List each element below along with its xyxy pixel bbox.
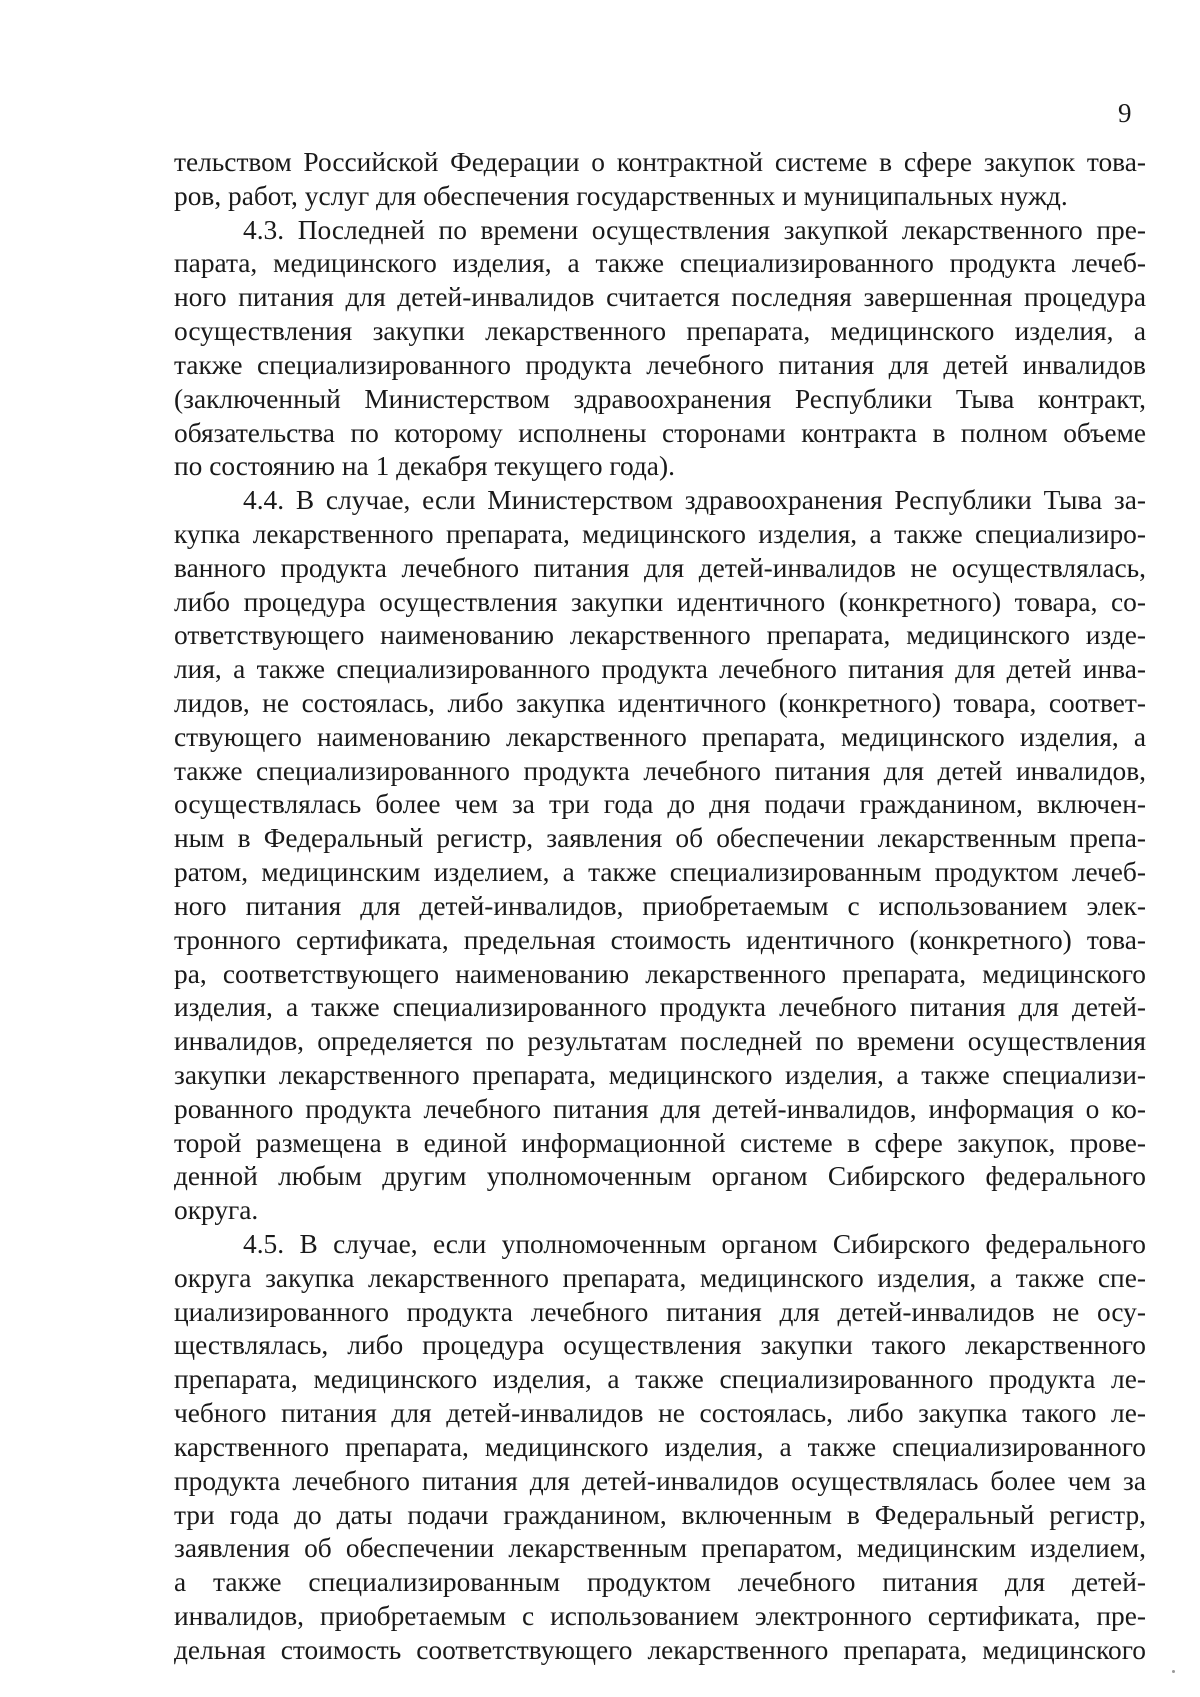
text-line: 4.4. В случае, если Министерством здравоохранения Республики Тыва за- <box>243 485 1146 516</box>
text-line: ров, работ, услуг для обеспечения государственных и муниципальных нужд. <box>174 180 1068 211</box>
text-line: изделия, а также специализированного продукта лечебного питания для детей- <box>174 992 1146 1023</box>
paragraph-4-5 <box>174 1228 1146 1668</box>
text-line: 4.3. Последней по времени осуществления закупкой лекарственного пре- <box>243 214 1146 245</box>
text-line: тельством Российской Федерации о контрактной системе в сфере закупок това- <box>174 147 1146 177</box>
text-line: карственного препарата, медицинского изделия, а также специализированного <box>174 1431 1146 1462</box>
text-line: продукта лечебного питания для детей-инвалидов осуществлялась более чем за <box>174 1465 1146 1496</box>
text-line: лидов, не состоялась, либо закупка идентичного (конкретного) товара, соответ- <box>174 688 1146 718</box>
text-line: торой размещена в единой информационной системе в сфере закупок, прове- <box>174 1127 1146 1158</box>
text-line: препарата, медицинского изделия, а также специализированного продукта ле- <box>174 1364 1146 1395</box>
text-line: дельная стоимость соответствующего лекарственного препарата, медицинского <box>174 1634 1146 1665</box>
text-line: осуществлялась более чем за три года до дня подачи гражданином, включен- <box>174 789 1146 820</box>
text-line: по состоянию на 1 декабря текущего года). <box>174 451 675 482</box>
page-number: 9 <box>1118 98 1132 128</box>
document-body <box>174 146 1146 1668</box>
text-line: также специализированного продукта лечебного питания для детей инвалидов, <box>174 755 1146 786</box>
text-line: рованного продукта лечебного питания для детей-инвалидов, информация о ко- <box>174 1093 1146 1124</box>
text-line: округа. <box>174 1195 259 1226</box>
text-line: ного питания для детей-инвалидов, приобретаемым с использованием элек- <box>174 890 1146 921</box>
text-line: (заключенный Министерством здравоохранения Республики Тыва контракт, <box>174 383 1146 414</box>
text-line: ствующего наименованию лекарственного препарата, медицинского изделия, а <box>174 721 1146 752</box>
text-line: 4.5. В случае, если уполномоченным органом Сибирского федерального <box>243 1229 1146 1259</box>
text-line: ным в Федеральный регистр, заявления об обеспечении лекарственным препа- <box>174 823 1146 854</box>
text-line: три года до даты подачи гражданином, включенным в Федеральный регистр, <box>174 1499 1146 1530</box>
text-line: парата, медицинского изделия, а также специализированного продукта лечеб- <box>174 248 1146 279</box>
text-line: ного питания для детей-инвалидов считается последняя завершенная процедура <box>174 282 1146 313</box>
text-line: ратом, медицинским изделием, а также специализированным продуктом лечеб- <box>174 857 1146 888</box>
text-line: а также специализированным продуктом лечебного питания для детей- <box>174 1567 1146 1598</box>
text-line: ществлялась, либо процедура осуществления закупки такого лекарственного <box>174 1330 1146 1361</box>
text-line: лия, а также специализированного продукта лечебного питания для детей инва- <box>174 654 1146 685</box>
text-line: обязательства по которому исполнены сторонами контракта в полном объеме <box>174 417 1146 448</box>
text-line: ванного продукта лечебного питания для детей-инвалидов не осуществлялась, <box>174 552 1146 583</box>
paragraph-4-4 <box>174 484 1146 1228</box>
paragraph-continuation <box>174 146 1146 214</box>
text-line: осуществления закупки лекарственного препарата, медицинского изделия, а <box>174 316 1146 347</box>
text-line: также специализированного продукта лечебного питания для детей инвалидов <box>174 349 1146 380</box>
text-line: чебного питания для детей-инвалидов не состоялась, либо закупка такого ле- <box>174 1398 1146 1429</box>
text-line: инвалидов, определяется по результатам последней по времени осуществления <box>174 1026 1146 1057</box>
text-line: округа закупка лекарственного препарата, медицинского изделия, а также спе- <box>174 1262 1146 1293</box>
text-line: либо процедура осуществления закупки идентичного (конкретного) товара, со- <box>174 586 1146 617</box>
text-line: денной любым другим уполномоченным органом Сибирского федерального <box>174 1161 1146 1192</box>
text-line: циализированного продукта лечебного питания для детей-инвалидов не осу- <box>174 1296 1146 1327</box>
text-line: закупки лекарственного препарата, медицинского изделия, а также специализи- <box>174 1059 1146 1090</box>
scan-speck <box>1172 1670 1175 1673</box>
paragraph-4-3 <box>174 214 1146 485</box>
text-line: купка лекарственного препарата, медицинского изделия, а также специализиро- <box>174 518 1146 549</box>
text-line: ра, соответствующего наименованию лекарственного препарата, медицинского <box>174 958 1146 989</box>
text-line: инвалидов, приобретаемым с использованием электронного сертификата, пре- <box>174 1600 1146 1631</box>
text-line: заявления об обеспечении лекарственным препаратом, медицинским изделием, <box>174 1533 1146 1564</box>
text-line: тронного сертификата, предельная стоимость идентичного (конкретного) това- <box>174 924 1146 955</box>
text-line: ответствующего наименованию лекарственного препарата, медицинского изде- <box>174 620 1146 651</box>
